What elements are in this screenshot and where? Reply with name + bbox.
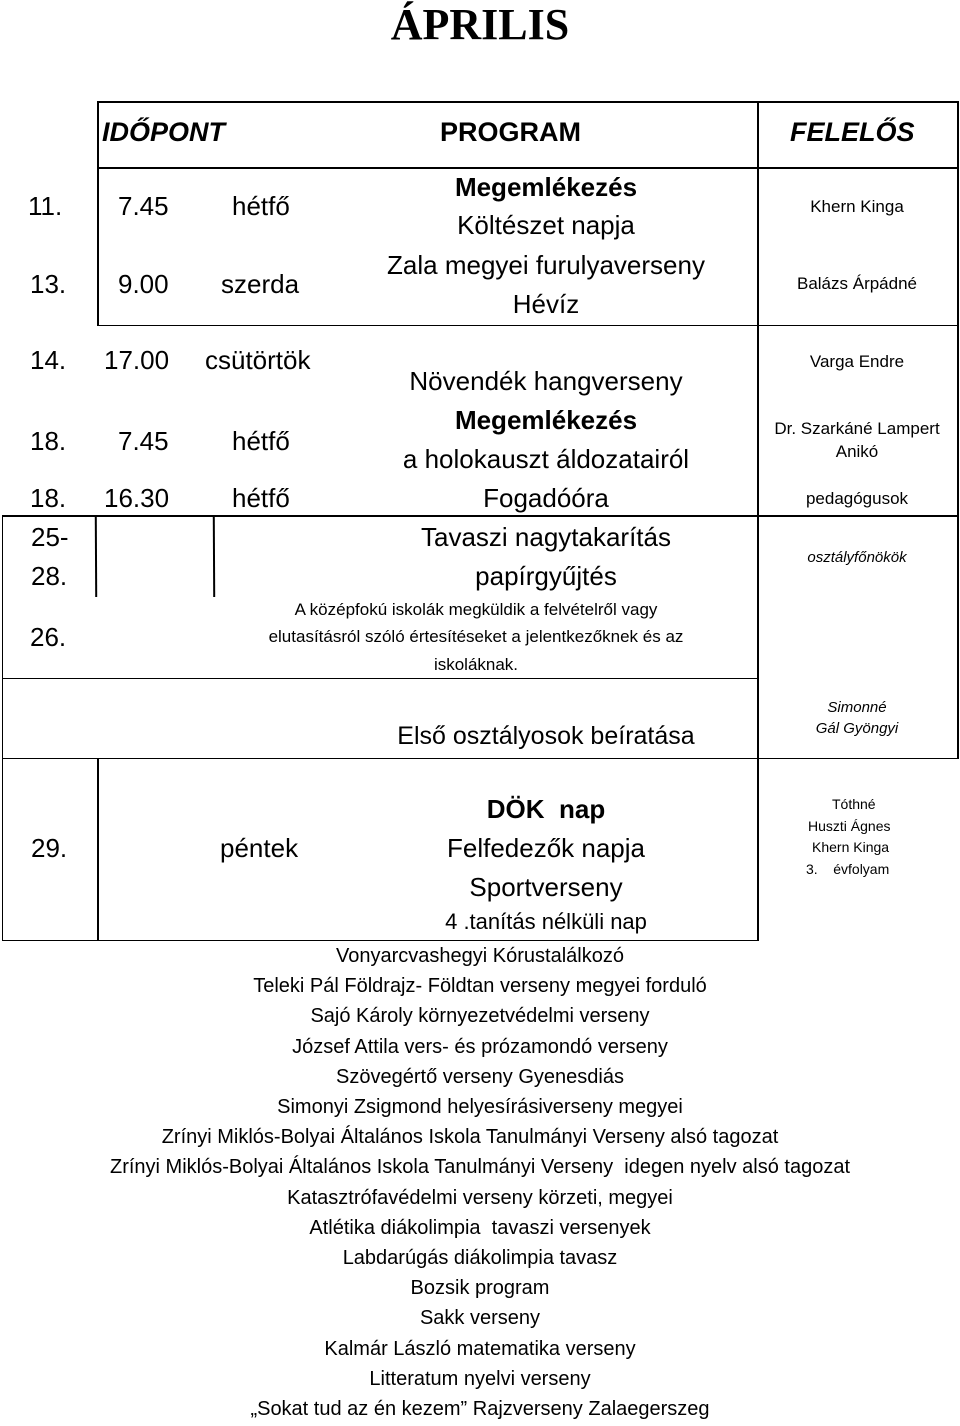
program-line: Megemlékezés — [454, 172, 638, 202]
program-line: Felfedezők napja — [446, 833, 646, 863]
date-day: 18. — [30, 483, 67, 513]
responsible: Khern Kinga — [810, 197, 904, 216]
program-line: Zala megyei furulyaverseny — [387, 250, 705, 280]
responsible: pedagógusok — [805, 489, 909, 508]
weekday: hétfő — [232, 483, 290, 513]
responsible: Simonné — [827, 699, 887, 716]
list-item: Zrínyi Miklós-Bolyai Általános Iskola Tanulmányi Verseny alsó tagozat — [161, 1126, 779, 1149]
program-line: Fogadóóra — [483, 483, 609, 513]
program-line: Első osztályosok beíratása — [397, 722, 695, 750]
program-line: Növendék hangverseny — [409, 366, 683, 396]
list-item: Sakk verseny — [419, 1307, 541, 1330]
date-day: 14. — [30, 345, 67, 375]
responsible: Balázs Árpádné — [796, 274, 918, 293]
program-line: DÖK nap — [486, 794, 606, 824]
page-title: ÁPRILIS — [390, 0, 570, 49]
event-list — [0, 941, 960, 1424]
time: 17.00 — [104, 345, 170, 375]
header-responsible: FELELŐS — [790, 117, 915, 147]
date-day: 18. — [30, 426, 67, 456]
date-day: 26. — [30, 622, 67, 652]
program-line: Sportverseny — [469, 872, 623, 902]
weekday: hétfő — [232, 426, 290, 456]
date-day: 29. — [31, 833, 68, 863]
list-item: Zrínyi Miklós-Bolyai Általános Iskola Tanulmányi Verseny idegen nyelv alsó tagozat — [110, 1156, 850, 1179]
time: 16.30 — [104, 483, 170, 513]
responsible: Tóthné — [832, 796, 876, 812]
time: 9.00 — [118, 269, 169, 299]
time: 7.45 — [118, 426, 169, 456]
list-item: Sajó Károly környezetvédelmi verseny — [310, 1005, 650, 1028]
weekday: péntek — [220, 833, 299, 863]
list-item: Atlétika diákolimpia tavaszi versenyek — [309, 1216, 651, 1239]
responsible: osztályfőnökök — [807, 549, 907, 566]
time: 7.45 — [118, 191, 169, 221]
list-item: Simonyi Zsigmond helyesírásiverseny megyei — [277, 1096, 683, 1119]
date-day: 11. — [28, 191, 63, 221]
responsible: Varga Endre — [809, 352, 905, 371]
list-item: József Attila vers- és prózamondó verseny — [292, 1035, 668, 1058]
date-day: 25- — [31, 522, 69, 552]
responsible: 3. évfolyam — [806, 861, 890, 877]
program-line: Tavaszi nagytakarítás — [420, 522, 671, 552]
program-line: Hévíz — [512, 289, 580, 319]
list-item: Vonyarcvashegyi Kórustalálkozó — [336, 945, 624, 967]
responsible: Dr. Szarkáné Lampert — [774, 419, 940, 438]
program-line: A középfokú iskolák megküldik a felvételről vagy — [294, 600, 658, 619]
weekday: hétfő — [232, 191, 290, 221]
list-item: Teleki Pál Földrajz- Földtan verseny megyei forduló — [253, 975, 707, 998]
program-line: a holokauszt áldozatairól — [402, 444, 690, 474]
responsible: Gál Gyöngyi — [815, 720, 899, 737]
program-line: Megemlékezés — [454, 405, 638, 435]
program-line: papírgyűjtés — [475, 561, 617, 591]
header-time: IDŐPONT — [102, 117, 226, 147]
responsible: Huszti Ágnes — [808, 818, 891, 834]
weekday: csütörtök — [205, 345, 311, 375]
weekday: szerda — [221, 269, 300, 299]
list-item: Bozsik program — [410, 1277, 550, 1300]
list-item: Litteratum nyelvi verseny — [369, 1367, 591, 1390]
program-line: 4 .tanítás nélküli nap — [445, 909, 647, 934]
responsible: Khern Kinga — [812, 839, 890, 855]
list-item: Katasztrófavédelmi verseny körzeti, megyei — [287, 1186, 673, 1209]
date-day: 28. — [31, 561, 68, 591]
header-program: PROGRAM — [440, 117, 581, 147]
program-line: iskoláknak. — [433, 655, 519, 674]
list-item: Kalmár László matematika verseny — [324, 1337, 636, 1360]
date-day: 13. — [30, 269, 67, 299]
program-line: Költészet napja — [457, 210, 635, 240]
responsible: Anikó — [835, 442, 879, 461]
list-item: Labdarúgás diákolimpia tavasz — [342, 1247, 618, 1270]
program-line: elutasításról szóló értesítéseket a jelentkezőknek és az — [268, 627, 684, 646]
list-item: „Sokat tud az én kezem” Rajzverseny Zalaegerszeg — [250, 1398, 710, 1421]
list-item: Szövegértő verseny Gyenesdiás — [336, 1065, 624, 1088]
